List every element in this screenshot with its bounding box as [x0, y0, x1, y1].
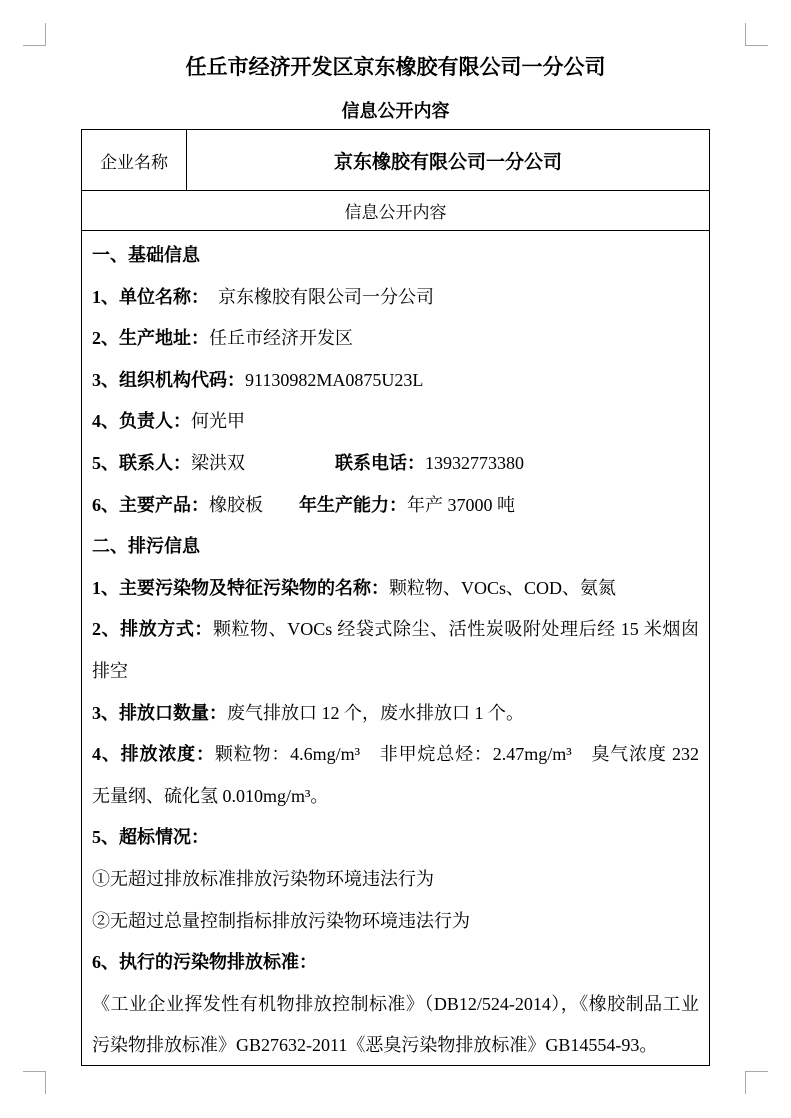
- content-text: ②无超过总量控制指标排放污染物环境违法行为: [92, 910, 470, 931]
- content-label: 1、单位名称：: [92, 286, 200, 307]
- content-line: [92, 901, 699, 943]
- content-label: 二、排污信息: [92, 536, 200, 557]
- content-label: 联系电话：: [335, 452, 425, 473]
- content-label: 3、组织机构代码：: [92, 369, 245, 390]
- content-line: [92, 443, 699, 485]
- page-title: 任丘市经济开发区京东橡胶有限公司一分公司: [185, 56, 606, 79]
- content-text: ①无超过排放标准排放污染物环境违法行为: [92, 868, 434, 889]
- content-text: 京东橡胶有限公司一分公司: [200, 286, 434, 307]
- content-text: 橡胶板: [209, 494, 263, 515]
- content-text: 年产 37000 吨: [407, 494, 515, 515]
- content-line: [92, 817, 699, 859]
- content-label: 3、排放口数量：: [92, 702, 227, 723]
- page-corner-mark-top-right: [745, 23, 768, 46]
- content-line: [92, 401, 699, 443]
- content-label: 2、生产地址：: [92, 328, 209, 349]
- content-text: 颗粒物、VOCs 经袋式除尘、活性炭吸附处理后经 15 米烟囱排空: [92, 619, 699, 681]
- company-name-row: [82, 130, 709, 191]
- content-text: 颗粒物：4.6mg/m³ 非甲烷总烃：2.47mg/m³ 臭气浓度 232 无量纲、硫化氢 0.010mg/m³。: [92, 744, 699, 806]
- page-corner-mark-bottom-left: [23, 1071, 46, 1094]
- content-line: [92, 568, 699, 610]
- page-corner-mark-bottom-right: [745, 1071, 768, 1094]
- content-text: 何光甲: [191, 411, 245, 432]
- content-line: [92, 526, 699, 568]
- content-line: [92, 942, 699, 984]
- page-corner-mark-top-left: [23, 23, 46, 46]
- content-line: [92, 277, 699, 319]
- table-section-header: 信息公开内容: [82, 191, 709, 231]
- content-line: [92, 734, 699, 817]
- content-text: [263, 495, 299, 515]
- content-line: [92, 360, 699, 402]
- company-name-label: 企业名称: [82, 130, 187, 190]
- content-text: 13932773380: [425, 452, 524, 473]
- content-label: 5、联系人：: [92, 452, 191, 473]
- content-label: 4、负责人：: [92, 411, 191, 432]
- content-label: 5、超标情况：: [92, 827, 209, 848]
- company-name-value: 京东橡胶有限公司一分公司: [333, 151, 562, 173]
- content-line: [92, 235, 699, 277]
- content-text: 颗粒物、VOCs、COD、氨氮: [389, 577, 617, 598]
- content-text: 91130982MA0875U23L: [245, 369, 424, 390]
- info-table: [81, 129, 710, 1066]
- content-text: 废气排放口 12 个，废水排放口 1 个。: [227, 702, 524, 723]
- page-subtitle: 信息公开内容: [341, 101, 450, 121]
- content-label: 一、基础信息: [92, 245, 200, 265]
- content-line: [92, 485, 699, 527]
- content-label: 年生产能力：: [299, 494, 407, 515]
- content-line: [92, 859, 699, 901]
- content-label: 6、执行的污染物排放标准：: [92, 952, 317, 973]
- content-text: [245, 453, 335, 473]
- content-line: [92, 693, 699, 735]
- content-text: 任丘市经济开发区: [209, 328, 353, 349]
- content-line: [92, 318, 699, 360]
- content-text: 梁洪双: [191, 452, 245, 473]
- content-text: 《工业企业挥发性有机物排放控制标准》（DB12/524-2014），《橡胶制品工业污染物排放标准》GB27632-2011《恶臭污染物排放标准》GB14554-93。: [92, 993, 699, 1056]
- content-label: 6、主要产品：: [92, 494, 209, 515]
- content-label: 4、排放浓度：: [92, 744, 215, 765]
- content-label: 1、主要污染物及特征污染物的名称：: [92, 577, 389, 598]
- content-label: 2、排放方式：: [92, 619, 213, 640]
- content-line: [92, 984, 699, 1065]
- table-content: [82, 231, 709, 1065]
- content-line: [92, 609, 699, 692]
